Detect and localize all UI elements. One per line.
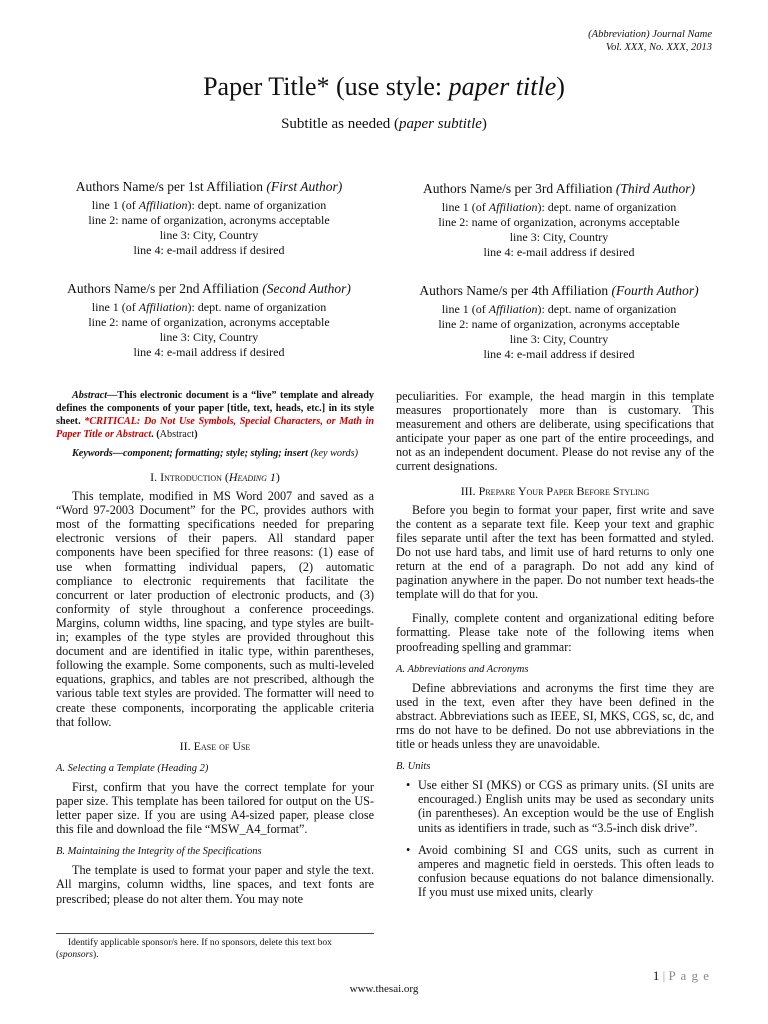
- author-line-4: line 4: e-mail address if desired: [133, 243, 285, 257]
- paper-subtitle: Subtitle as needed (paper subtitle): [281, 116, 487, 132]
- units-bullet-list: [396, 778, 714, 899]
- journal-name: (Abbreviation) Journal Name: [588, 29, 712, 40]
- bullet-icon: •: [406, 778, 411, 793]
- author-name: Authors Name/s per 4th Affiliation (Fourth Author): [419, 283, 699, 298]
- author-line-3: line 3: City, Country: [159, 228, 259, 242]
- author-line-4: line 4: e-mail address if desired: [133, 345, 285, 359]
- author-line-3: line 3: City, Country: [159, 330, 259, 344]
- author-block-3: [394, 181, 724, 260]
- author-block-1: [44, 179, 374, 258]
- paper-title: Paper Title* (use style: paper title): [203, 72, 565, 101]
- subheading-selecting-template: A. Selecting a Template (Heading 2): [56, 762, 209, 774]
- author-line-4: line 4: e-mail address if desired: [483, 347, 635, 361]
- keywords: Keywords—component; formatting; style; styling; insert (key words): [72, 448, 358, 459]
- author-line-3: line 3: City, Country: [509, 230, 609, 244]
- author-name: Authors Name/s per 1st Affiliation (First Author): [75, 179, 343, 194]
- footer-url: www.thesai.org: [349, 983, 419, 995]
- continued-paragraph: peculiarities. For example, the head margin in this template measures proportionately more than is customary. This measurement and others are deliberate, using specifications that anticipate your paper as one part of the entire proceedings, and not as an independent document. Please do not revise any of the current designations.: [396, 389, 714, 474]
- list-item: • Avoid combining SI and CGS units, such as current in amperes and magnetic field in oersteds. This often leads to confusion because equations do not balance dimensionally. If you must use mixed units, clearly: [406, 842, 714, 899]
- page-number: 1 | P a g e: [652, 968, 710, 983]
- prepare-paragraph-2: Finally, complete content and organizational editing before formatting. Please take note of the following items when proofreading spelling and grammar:: [396, 611, 714, 654]
- abstract: Abstract—This electronic document is a “live” template and already defines the components of your paper [title, text, heads, etc.] in its style sheet. *CRITICAL: Do Not Use Symbols, Special Characters, or Math in Paper Title or Abstract. (Abstract): [56, 390, 374, 440]
- section-heading-introduction: I. Introduction (Heading 1): [150, 470, 280, 484]
- subheading-abbreviations: A. Abbreviations and Acronyms: [396, 663, 529, 675]
- author-line-3: line 3: City, Country: [509, 332, 609, 346]
- right-column: [396, 389, 714, 907]
- bullet-icon: •: [406, 842, 411, 857]
- author-line-1: line 1 (of Affiliation): dept. name of organization: [441, 302, 677, 316]
- author-block-4: [394, 283, 724, 362]
- author-line-4: line 4: e-mail address if desired: [483, 245, 635, 259]
- journal-header: [588, 28, 712, 54]
- author-line-1: line 1 (of Affiliation): dept. name of organization: [91, 300, 327, 314]
- subheading-integrity: B. Maintaining the Integrity of the Specifications: [56, 846, 262, 858]
- integrity-paragraph: The template is used to format your paper and style the text. All margins, column widths, line spaces, and text fonts are prescribed; please do not alter them. You may note: [56, 863, 374, 906]
- section-heading-ease-of-use: II. Ease of Use: [179, 738, 251, 753]
- author-line-2: line 2: name of organization, acronyms acceptable: [88, 213, 330, 227]
- subheading-units: B. Units: [396, 761, 431, 773]
- sponsor-footnote: Identify applicable sponsor/s here. If no sponsors, delete this text box (sponsors).: [56, 933, 374, 961]
- prepare-paragraph-1: Before you begin to format your paper, first write and save the content as a separate text file. Keep your text and graphic files separate until after the text has been formatted and styled. Do not use hard tabs, and limit use of hard returns to only one return at the end of a paragraph. Do not add any kind of pagination anywhere in the paper. Do not number text heads-the template will do that for you.: [396, 502, 714, 602]
- abbreviations-paragraph: Define abbreviations and acronyms the first time they are used in the text, even after they have been defined in the abstract. Abbreviations such as IEEE, SI, MKS, CGS, sc, dc, and rms do not have to be defined. Do not use abbreviations in the title or heads unless they are unavoidable.: [396, 680, 714, 752]
- author-name: Authors Name/s per 2nd Affiliation (Second Author): [67, 281, 351, 296]
- introduction-paragraph: This template, modified in MS Word 2007 and saved as a “Word 97-2003 Document” for the PC, provides authors with most of the formatting specifications needed for preparing electronic versions of their papers. All standard paper components have been specified for three reasons: (1) ease of use when formatting individual papers, (2) automatic compliance to electronic requirements that facilitate the concurrent or later production of electronic products, and (3) conformity of style throughout a conference proceedings. Margins, column widths, line spacing, and type styles are built-in; examples of the type styles are provided throughout this document and are identified in italic type, within parentheses, following the example. Some components, such as multi-leveled equations, graphics, and tables are not prescribed, although the various table text styles are provided. The formatter will need to create these components, incorporating the applicable criteria that follow.: [56, 489, 374, 729]
- selecting-template-paragraph: First, confirm that you have the correct template for your paper size. This template has been tailored for output on the US-letter paper size. If you are using A4-sized paper, please close this file and download the file “MSW_A4_format”.: [56, 779, 374, 837]
- journal-volume: Vol. XXX, No. XXX, 2013: [605, 42, 712, 53]
- author-line-2: line 2: name of organization, acronyms acceptable: [438, 317, 680, 331]
- author-line-2: line 2: name of organization, acronyms acceptable: [438, 215, 680, 229]
- list-item: • Use either SI (MKS) or CGS as primary units. (SI units are encouraged.) English units may be used as secondary units (in parentheses). An exception would be the use of English units as identifiers in trade, such as “3.5-inch disk drive”.: [406, 778, 714, 835]
- author-line-1: line 1 (of Affiliation): dept. name of organization: [91, 198, 327, 212]
- author-line-2: line 2: name of organization, acronyms acceptable: [88, 315, 330, 329]
- left-column: [56, 389, 374, 906]
- author-line-1: line 1 (of Affiliation): dept. name of organization: [441, 200, 677, 214]
- author-name: Authors Name/s per 3rd Affiliation (Third Author): [423, 181, 695, 196]
- section-heading-prepare: III. Prepare Your Paper Before Styling: [460, 483, 650, 498]
- author-block-2: [44, 281, 374, 360]
